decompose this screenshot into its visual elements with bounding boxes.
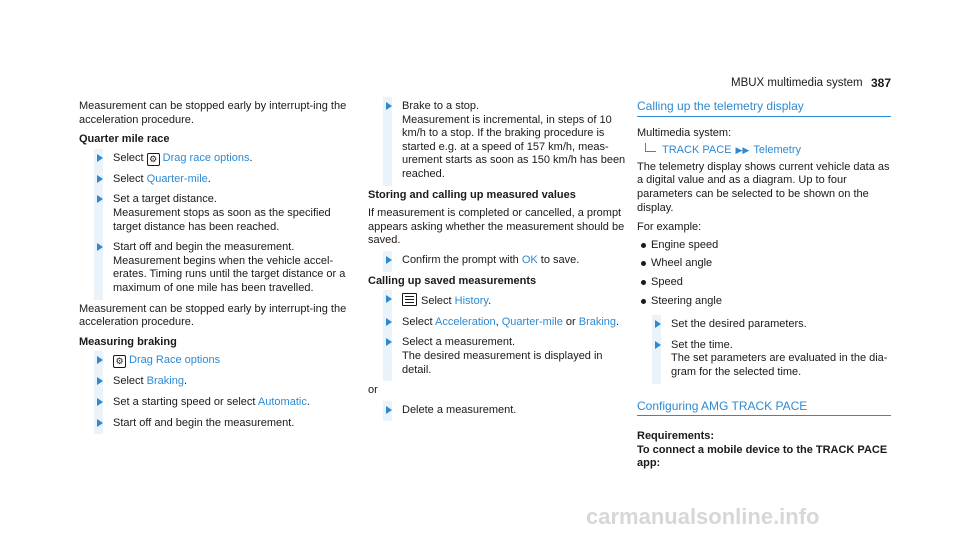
link-history[interactable]: History bbox=[454, 295, 489, 308]
list-menu-icon bbox=[402, 293, 417, 306]
list-item: Engine speed bbox=[637, 239, 891, 253]
link-acceleration[interactable]: Acceleration bbox=[435, 315, 496, 328]
step-set-time: Set the time. The set parameters are evaluated in the dia-gram for the selected time. bbox=[637, 339, 891, 380]
step-arrow-icon bbox=[386, 338, 392, 346]
step-select-drag-race: Select ⚙ Drag race options. bbox=[79, 152, 357, 166]
heading-calling-saved: Calling up saved measurements bbox=[368, 274, 537, 287]
link-quarter-mile-2[interactable]: Quarter-mile bbox=[501, 315, 563, 328]
storing-text: If measurement is completed or cancelled, a prompt appears asking whether the measurement should be saved. bbox=[368, 207, 625, 247]
step-select-history: Select History. bbox=[368, 293, 630, 309]
step-start-measurement: Start off and begin the measurement. Measurement begins when the vehicle accel-erates. Timing runs until the target distance or a maximum of one mile has been travelled. bbox=[79, 241, 357, 295]
step-arrow-icon bbox=[97, 175, 103, 183]
page-number: 387 bbox=[871, 76, 892, 90]
step-select-measurement: Select a measurement. The desired measurement is displayed in detail. bbox=[368, 336, 630, 377]
running-header: MBUX multimedia system bbox=[731, 77, 863, 89]
list-item: Speed bbox=[637, 276, 891, 290]
step-select-quarter-mile: Select Quarter-mile. bbox=[79, 173, 357, 187]
heading-quarter-mile: Quarter mile race bbox=[79, 133, 170, 146]
double-chevron-icon: ▶▶ bbox=[735, 145, 750, 156]
column-1 bbox=[79, 100, 357, 437]
telemetry-description: The telemetry display shows current vehicle data as a digital value and as a diagram. Up to four parameters can be selected to be shown on the display. bbox=[637, 160, 890, 214]
step-arrow-icon bbox=[97, 195, 103, 203]
requirements-text: To connect a mobile device to the TRACK PACE app: bbox=[637, 443, 888, 470]
return-arrow-icon bbox=[645, 143, 656, 152]
step-set-parameters: Set the desired parameters. bbox=[637, 318, 891, 332]
step-arrow-icon bbox=[386, 406, 392, 414]
step-arrow-icon bbox=[386, 295, 392, 303]
intro-text: Measurement can be stopped early by interrupt-ing the acceleration procedure. bbox=[79, 100, 347, 126]
link-automatic[interactable]: Automatic bbox=[257, 395, 307, 408]
settings-icon: ⚙ bbox=[147, 153, 160, 166]
step-arrow-icon bbox=[97, 377, 103, 385]
column-2 bbox=[368, 100, 630, 424]
step-arrow-icon bbox=[97, 398, 103, 406]
heading-measuring-braking: Measuring braking bbox=[79, 335, 177, 348]
section-heading-telemetry: Calling up the telemetry display bbox=[637, 100, 891, 117]
step-arrow-icon bbox=[655, 320, 661, 328]
link-telemetry[interactable]: Telemetry bbox=[753, 144, 802, 157]
outro-text: Measurement can be stopped early by interrupt-ing the acceleration procedure. bbox=[79, 302, 347, 329]
link-ok[interactable]: OK bbox=[521, 253, 538, 266]
link-braking-2[interactable]: Braking bbox=[578, 315, 617, 328]
requirements-heading: Requirements: bbox=[637, 430, 715, 443]
step-arrow-icon bbox=[97, 356, 103, 364]
step-arrow-icon bbox=[386, 318, 392, 326]
watermark: carmanualsonline.info bbox=[586, 504, 820, 529]
link-drag-race-options-2[interactable]: Drag Race options bbox=[129, 354, 221, 367]
step-brake-to-stop: Brake to a stop. Measurement is incremental, in steps of 10 km/h to a stop. If the braking procedure is started e.g. at a speed of 157 km/h, meas-urement starts as soon as 150 km/h has been reached. bbox=[368, 100, 630, 182]
step-arrow-icon bbox=[97, 243, 103, 251]
step-arrow-icon bbox=[386, 102, 392, 110]
menu-path bbox=[637, 143, 891, 158]
or-text: or bbox=[368, 384, 378, 397]
link-quarter-mile[interactable]: Quarter-mile bbox=[146, 172, 208, 185]
step-start-braking-measurement: Start off and begin the measurement. bbox=[79, 417, 357, 431]
step-delete-measurement: Delete a measurement. bbox=[368, 404, 630, 418]
step-arrow-icon bbox=[97, 419, 103, 427]
step-arrow-icon bbox=[97, 154, 103, 162]
step-target-distance: Set a target distance. Measurement stops as soon as the specified target distance has been reached. bbox=[79, 193, 357, 234]
list-item: Wheel angle bbox=[637, 257, 891, 271]
step-arrow-icon bbox=[386, 256, 392, 264]
step-drag-race-options bbox=[79, 354, 357, 368]
link-track-pace[interactable]: TRACK PACE bbox=[662, 144, 732, 157]
heading-storing-values: Storing and calling up measured values bbox=[368, 188, 576, 201]
column-3 bbox=[637, 100, 891, 471]
step-select-braking: Select Braking. bbox=[79, 375, 357, 389]
multimedia-system-label: Multimedia system: bbox=[637, 126, 732, 139]
step-confirm-ok: Confirm the prompt with OK to save. bbox=[368, 254, 630, 268]
step-select-category: Select Acceleration, Quarter-mile or Braking. bbox=[368, 316, 630, 330]
link-braking[interactable]: Braking bbox=[146, 375, 184, 388]
step-starting-speed: Set a starting speed or select Automatic. bbox=[79, 396, 357, 410]
list-item: Steering angle bbox=[637, 295, 891, 309]
section-heading-configuring: Configuring AMG TRACK PACE bbox=[637, 400, 891, 417]
link-drag-race-options[interactable]: Drag race options bbox=[162, 151, 250, 164]
example-label: For example: bbox=[637, 221, 702, 234]
settings-icon: ⚙ bbox=[113, 355, 126, 368]
step-arrow-icon bbox=[655, 341, 661, 349]
